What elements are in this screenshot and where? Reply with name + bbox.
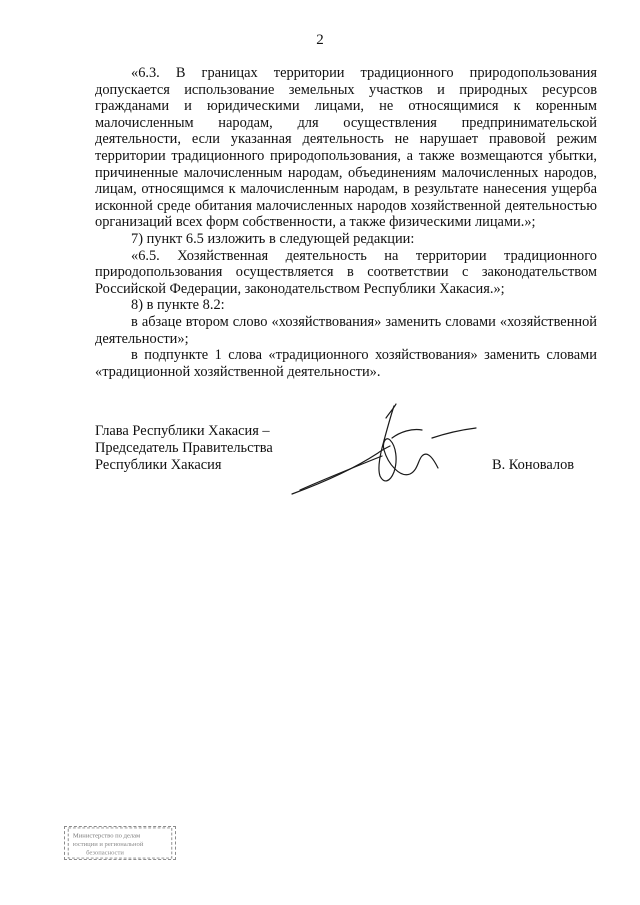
paragraph-6-3: «6.3. В границах территории традиционного природопользования допускается использование земельных участков и природных ресурсов гражданами и юридическими лицами, не относящимися к коренным малочисленным народам, для осуществления предпринимательской деятельности, если указанная деятельность не нарушает правовой режим территории традиционного природопользования, а также возмещаются убытки, причиненные малочисленным народам, объединениям малочисленных народов, лицам, относящимся к малочисленным народам, в результате нанесения ущерба исконной среде обитания малочисленных народов хозяйственной деятельностью организаций всех форм собственности, а также физическими лицами.»; (95, 65, 597, 231)
stamp-line: юстиции и региональной (72, 840, 144, 848)
document-body (95, 65, 597, 380)
registration-stamp (64, 826, 176, 860)
paragraph-item-7: 7) пункт 6.5 изложить в следующей редакции: (131, 230, 415, 247)
paragraph-item-8: 8) в пункте 8.2: (131, 297, 225, 314)
stamp-line: безопасности (86, 849, 124, 857)
signatory-title-line: Глава Республики Хакасия – (95, 423, 270, 439)
signatory-title (95, 423, 273, 474)
paragraph-abzac-vtoroy: в абзаце втором слово «хозяйствования» заменить словами «хозяйственной деятельности»; (95, 313, 597, 347)
page-number: 2 (316, 32, 324, 48)
paragraph-podpunkt-1: в подпункте 1 слова «традиционного хозяйствования» заменить словами «традиционной хозяйственной деятельности». (95, 347, 597, 380)
signatory-title-line: Председатель Правительства (95, 440, 273, 456)
signatory-title-line: Республики Хакасия (95, 457, 222, 473)
signatory-name: В. Коновалов (492, 457, 575, 473)
paragraph-6-5: «6.5. Хозяйственная деятельность на территории традиционного природопользования осуществляется в соответствии с законодательством Российской Федерации, законодательством Республики Хакасия.»; (95, 247, 597, 297)
stamp-line: Министерство по делам (72, 832, 141, 840)
handwritten-signature (282, 398, 492, 498)
